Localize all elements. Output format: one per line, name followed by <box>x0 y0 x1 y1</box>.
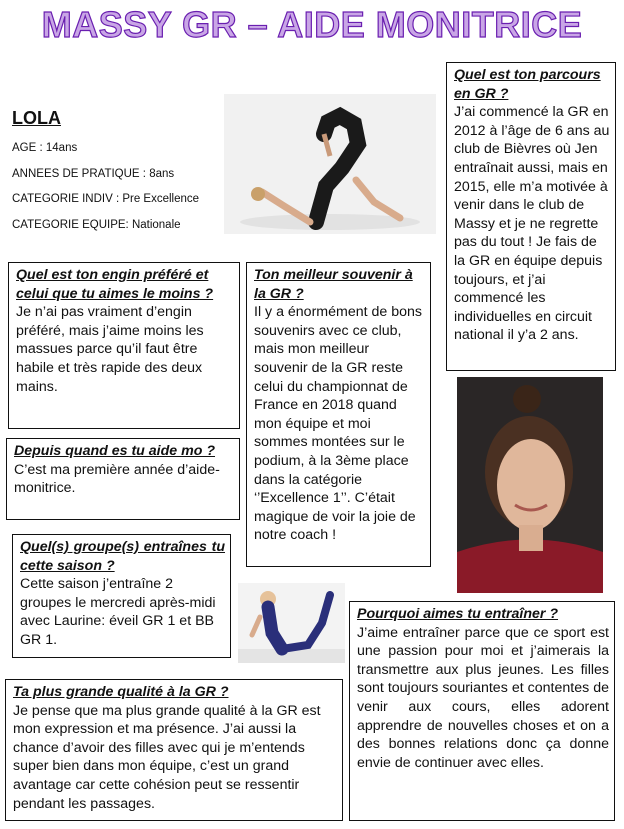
section-parcours <box>446 62 616 371</box>
question-engin: Quel est ton engin préféré et celui que tu aimes le moins ? <box>16 267 214 302</box>
profile-indiv-category: CATEGORIE INDIV : Pre Excellence <box>12 193 200 205</box>
section-qualite <box>5 679 343 821</box>
section-souvenir <box>246 262 431 567</box>
answer-engin: Je n’ai pas vraiment d’engin préféré, mais j’aime moins les massues parce qu’il faut être habile et très rapide des deux mains. <box>16 304 204 395</box>
answer-parcours: J’ai commencé la GR en 2012 à l’âge de 6 ans au club de Bièvres où Jen entraînait aussi, mais en 2015, elle m’a motivée à venir dans le club de Massy et je ne regrette pas du tout ! Je fais de la GR en équipe depuis toujours, et j’ai commencé les individuelles en circuit national il y’a 2 ans. <box>454 104 610 344</box>
photo-stretch <box>238 583 345 663</box>
section-depuis <box>6 438 240 520</box>
profile-years: ANNEES DE PRATIQUE : 8ans <box>12 167 175 180</box>
section-pourquoi <box>349 601 615 821</box>
answer-pourquoi: J’aime entraîner parce que ce sport est une passion pour moi et j’aimerais la transmettre aux plus jeunes. Les filles sont toujours souriantes et contentes de venir aux cours, elles adorent apprendre de nouvelles choses et on a des bonnes relations donc ça donne envie de continuer avec elles. <box>357 624 609 771</box>
question-groupes: Quel(s) groupe(s) entraînes tu cette saison ? <box>20 539 225 574</box>
photo-backbend <box>224 94 436 234</box>
page-title: MASSY GR – AIDE MONITRICE <box>41 4 583 45</box>
profile-info <box>12 106 222 238</box>
answer-groupes: Cette saison j’entraîne 2 groupes le mercredi après-midi avec Laurine: éveil GR 1 et BB GR 1. <box>20 576 216 648</box>
question-parcours: Quel est ton parcours en GR ? <box>454 67 601 102</box>
answer-souvenir: Il y a énormément de bons souvenirs avec ce club, mais mon meilleur souvenir de la GR reste celui du championnat de France en 2018 quand mon équipe et moi sommes montées sur le podium, à la 3ème place dans la catégorie ‘’Excellence 1’’. C’était magique de voir la joie de notre coach ! <box>254 304 422 544</box>
profile-name: LOLA <box>12 108 61 128</box>
question-qualite: Ta plus grande qualité à la GR ? <box>13 684 229 700</box>
question-souvenir: Ton meilleur souvenir à la GR ? <box>254 267 413 302</box>
question-pourquoi: Pourquoi aimes tu entraîner ? <box>357 606 559 622</box>
profile-age: AGE : 14ans <box>12 142 78 154</box>
section-engin <box>8 262 240 429</box>
profile-team-category: CATEGORIE EQUIPE: Nationale <box>12 218 181 231</box>
answer-depuis: C’est ma première année d’aide-monitrice. <box>14 461 220 497</box>
photo-portrait <box>457 377 603 593</box>
question-depuis: Depuis quand es tu aide mo ? <box>14 443 216 459</box>
answer-qualite: Je pense que ma plus grande qualité à la GR est mon expression et ma présence. J’ai aussi la chance d’avoir des filles avec qui je m’entends super bien dans mon équipe, c’est un grand avantage car cette cohésion peut se ressentir pendant les passages. <box>13 702 321 812</box>
section-groupes <box>12 534 231 658</box>
